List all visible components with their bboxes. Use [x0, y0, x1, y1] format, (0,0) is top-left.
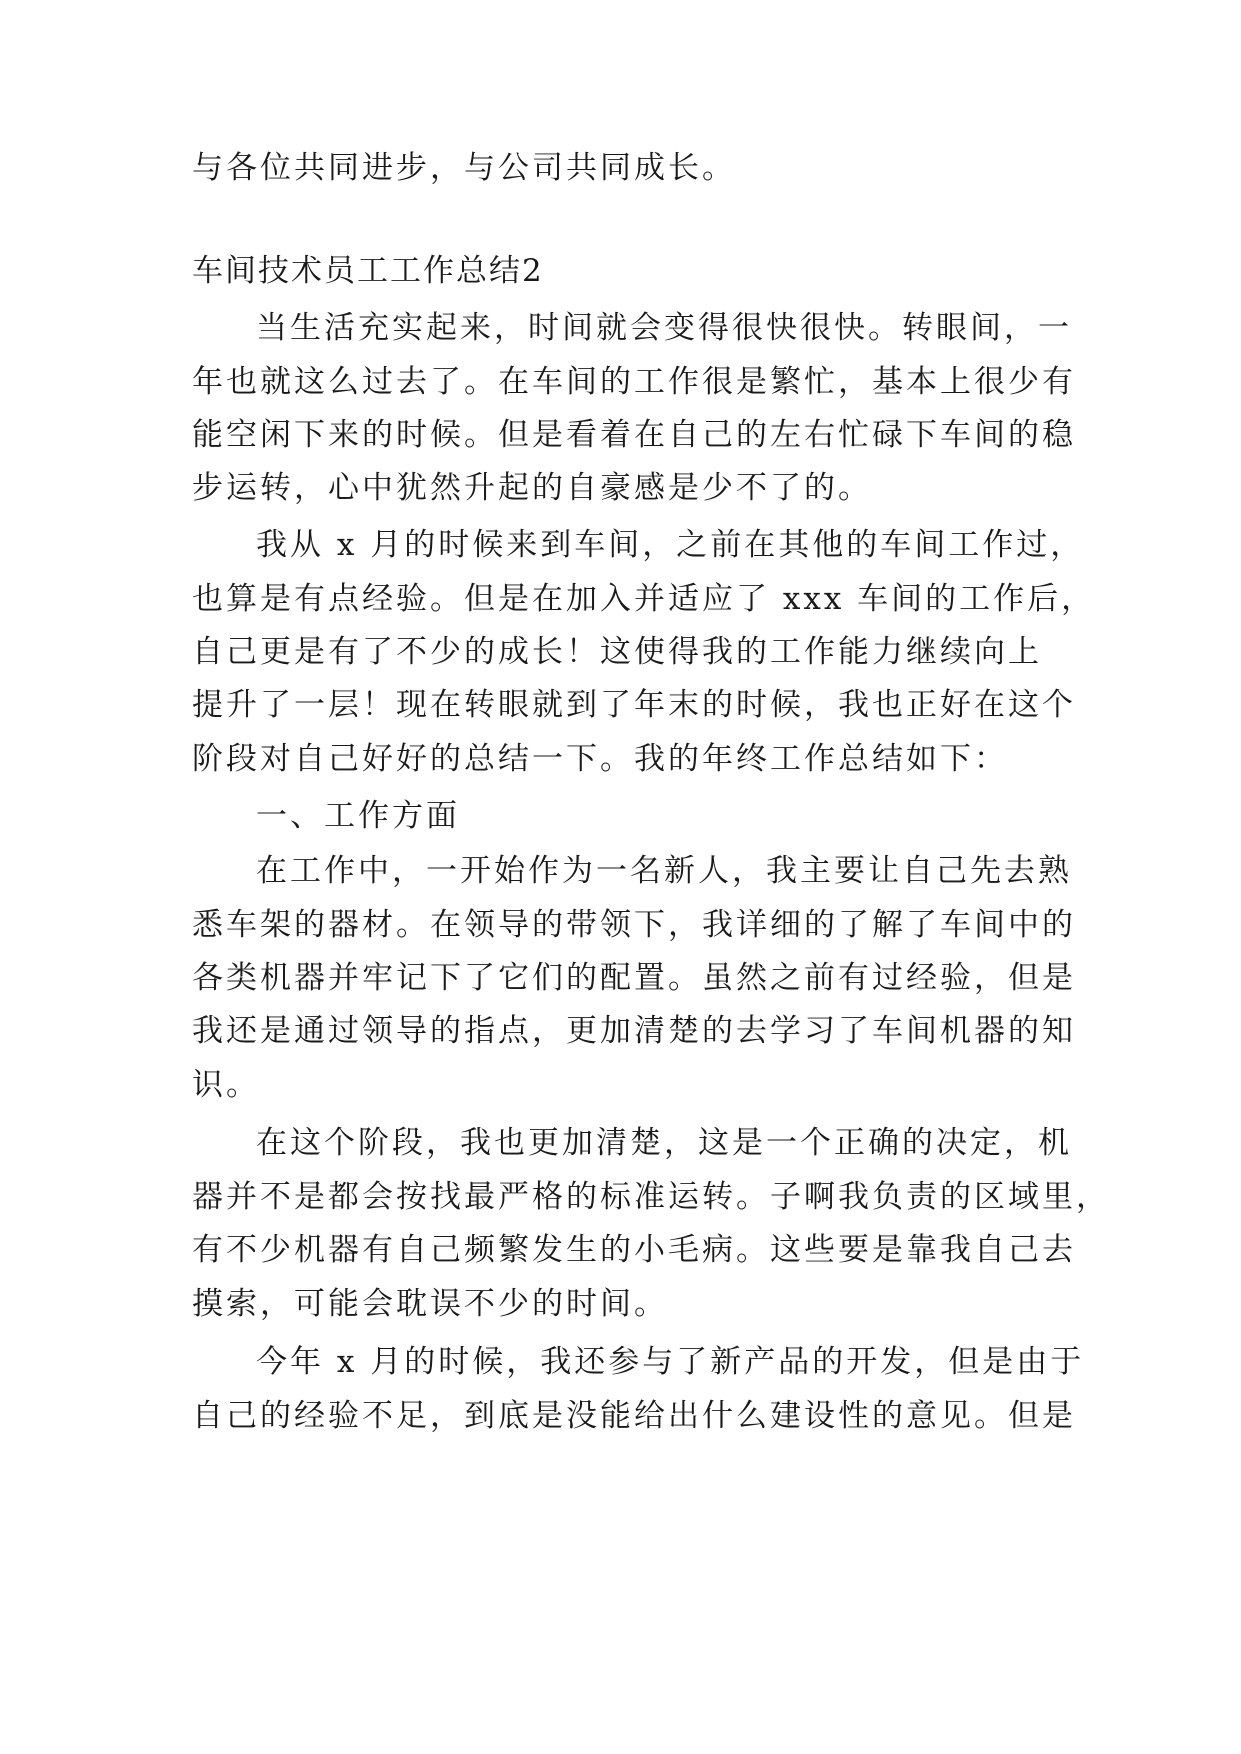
- paragraph-5-line-2: 自己的经验不足，到底是没能给出什么建设性的意见。但是: [192, 1398, 1076, 1434]
- paragraph-3-line-1: 在工作中，一开始作为一名新人，我主要让自己先去熟: [256, 853, 1072, 889]
- paragraph-2-line-3: 自己更是有了不少的成长！这使得我的工作能力继续向上: [192, 634, 1042, 670]
- paragraph-3-line-5: 识。: [192, 1067, 260, 1103]
- paragraph-4-line-1: 在这个阶段，我也更加清楚，这是一个正确的决定，机: [256, 1125, 1072, 1161]
- paragraph-5-line-1: 今年 x 月的时候，我还参与了新产品的开发，但是由于: [256, 1344, 1085, 1380]
- paragraph-1-line-2: 年也就这么过去了。在车间的工作很是繁忙，基本上很少有: [192, 364, 1076, 400]
- opening-line: 与各位共同进步，与公司共同成长。: [192, 150, 736, 186]
- paragraph-1-line-1: 当生活充实起来，时间就会变得很快很快。转眼间，一: [256, 310, 1072, 346]
- paragraph-2-line-2: 也算是有点经验。但是在加入并适应了 xxx 车间的工作后，: [192, 581, 1096, 617]
- paragraph-1-line-4: 步运转，心中犹然升起的自豪感是少不了的。: [192, 470, 872, 506]
- section-title: 车间技术员工工作总结2: [192, 253, 544, 289]
- paragraph-3-line-3: 各类机器并牢记下了它们的配置。虽然之前有过经验，但是: [192, 960, 1076, 996]
- paragraph-3-line-2: 悉车架的器材。在领导的带领下，我详细的了解了车间中的: [192, 907, 1076, 943]
- paragraph-3-line-4: 我还是通过领导的指点，更加清楚的去学习了车间机器的知: [192, 1013, 1076, 1049]
- paragraph-4-line-2: 器并不是都会按找最严格的标准运转。子啊我负责的区域里，: [192, 1179, 1110, 1215]
- paragraph-4-line-3: 有不少机器有自己频繁发生的小毛病。这些要是靠我自己去: [192, 1232, 1076, 1268]
- paragraph-2-line-4: 提升了一层！现在转眼就到了年末的时候，我也正好在这个: [192, 687, 1076, 723]
- subheading-work: 一、工作方面: [256, 798, 460, 834]
- paragraph-2-line-5: 阶段对自己好好的总结一下。我的年终工作总结如下：: [192, 741, 1008, 777]
- paragraph-4-line-4: 摸索，可能会耽误不少的时间。: [192, 1286, 668, 1322]
- paragraph-2-line-1: 我从 x 月的时候来到车间，之前在其他的车间工作过，: [256, 527, 1085, 563]
- paragraph-1-line-3: 能空闲下来的时候。但是看着在自己的左右忙碌下车间的稳: [192, 417, 1076, 453]
